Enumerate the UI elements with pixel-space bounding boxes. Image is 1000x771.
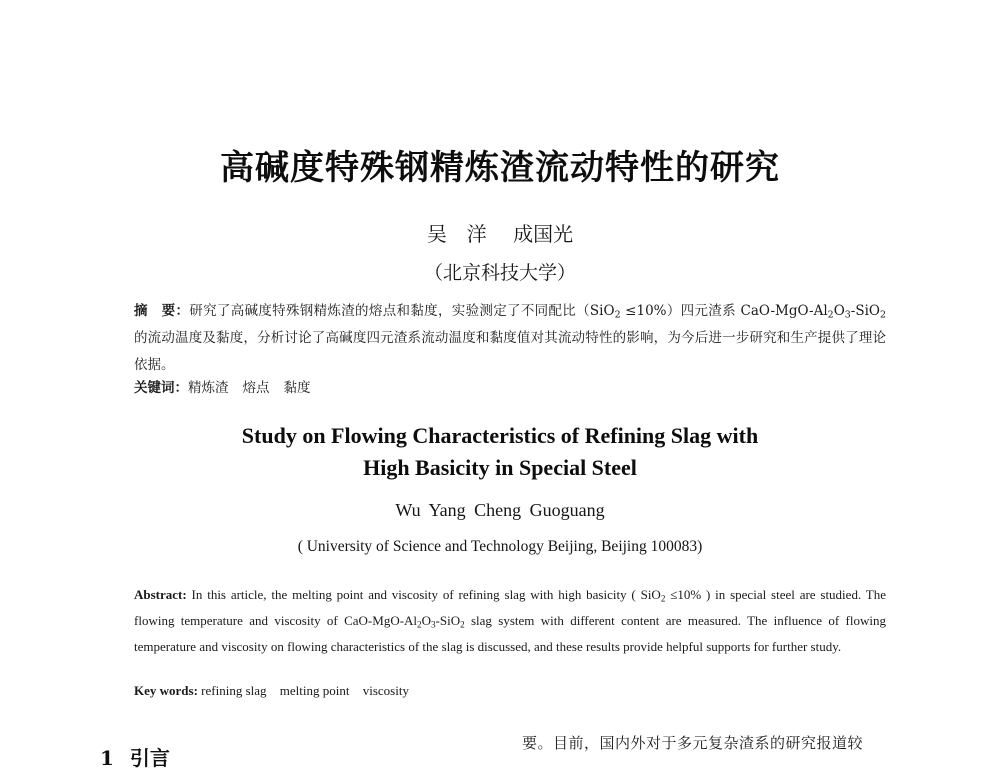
chinese-affiliation: （北京科技大学） [423,262,576,284]
english-keywords [134,683,886,699]
chinese-keywords-label: 关键词： [134,380,188,396]
subscript: 3 [844,309,851,321]
section-title: 引言 [129,746,170,770]
keyword: 黏度 [283,380,311,396]
chinese-keywords [134,376,886,396]
english-authors [0,500,1000,521]
subscript: 2 [660,593,666,604]
subscript: 2 [827,309,834,321]
subscript: 2 [460,619,465,630]
english-title-line: Study on Flowing Characteristics of Refining Slag with [241,423,759,448]
abstract-text: ≤10%）四元渣系 CaO-MgO-Al [620,303,828,319]
keyword: refining slag [201,683,267,698]
author-name: Wu Yang [395,500,466,520]
keyword: 精炼渣 [188,380,229,396]
subscript: 2 [879,309,886,321]
chinese-abstract [134,298,886,379]
abstract-text: 的流动温度及黏度，分析讨论了高碱度四元渣系流动温度和黏度值对其流动特性的影响，为今后进一步研究和生产提供了理论依据。 [134,330,886,373]
abstract-text: 研究了高碱度特殊钢精炼渣的熔点和黏度，实验测定了不同配比（SiO [189,303,615,319]
keyword: 熔点 [242,380,270,396]
abstract-text: -SiO [850,303,880,319]
english-title [0,420,1000,484]
english-abstract [134,582,886,660]
author-name: Cheng Guoguang [474,500,605,520]
abstract-text: ≤10% ) in special steel are studied. The flowing temperature and viscosity of CaO-MgO-Al [134,587,886,628]
english-abstract-label: Abstract: [134,587,187,602]
subscript: 2 [614,309,621,321]
body-text-fragment: 要。目前，国内外对于多元复杂渣系的研究报道较 [522,734,864,752]
chinese-title: 高碱度特殊钢精炼渣流动特性的研究 [220,148,780,188]
section-heading [100,742,170,771]
abstract-text: -SiO [435,613,461,628]
chinese-abstract-label: 摘 要： [134,303,190,319]
abstract-text: slag system with different content are measured. The influence of flowing temperature and viscosity on flowing characteristics of the slag is discussed, and these results provide helpful supports for further study. [134,613,887,654]
subscript: 3 [430,619,436,630]
abstract-text: O [833,303,845,319]
english-title-line: High Basicity in Special Steel [363,455,637,480]
subscript: 2 [417,619,422,630]
section-number: 1 [100,746,114,770]
english-affiliation: ( University of Science and Technology Beijing, Beijing 100083) [297,538,703,555]
chinese-authors [0,218,1000,247]
abstract-text: In this article, the melting point and viscosity of refining slag with high basicity ( SiO [186,587,661,602]
author-name: 成国光 [513,222,574,246]
abstract-text: O [421,613,431,628]
author-name: 吴 洋 [426,222,487,246]
english-keywords-label: Key words: [134,683,198,698]
keyword: viscosity [362,683,409,698]
keyword: melting point [279,683,350,698]
